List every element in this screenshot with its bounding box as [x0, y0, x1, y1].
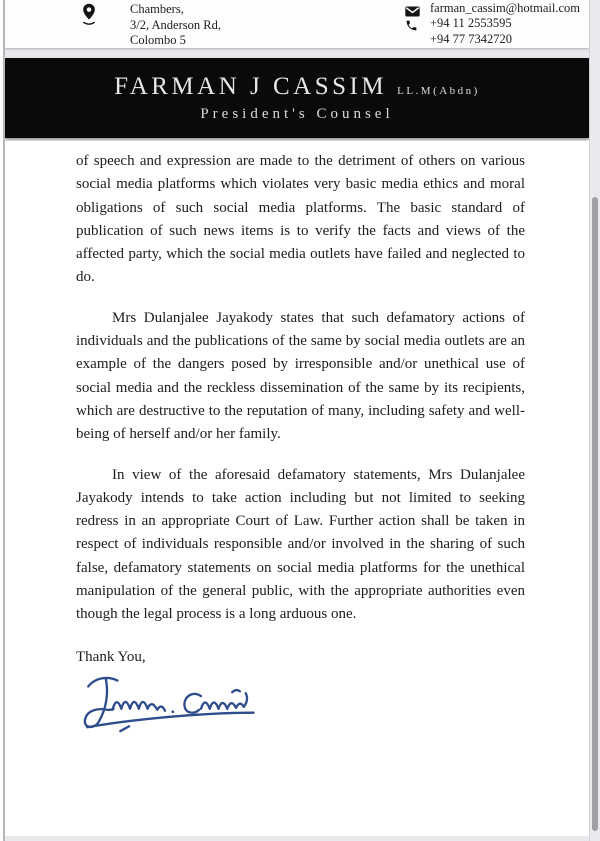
- professional-title: President's Counsel: [200, 106, 394, 122]
- banner-name-line: [114, 73, 480, 101]
- viewport-bottom-strip: [5, 836, 589, 841]
- phone-number: +94 77 7342720: [430, 31, 513, 46]
- letter-page: [5, 141, 589, 836]
- lawyer-name: FARMAN J CASSIM: [114, 73, 388, 100]
- paragraph-continuation: of speech and expression are made to the detriment of others on various social media platforms which violates very basic media ethics and moral obligations of such social media platforms. The basic standard of publication of such news items is to verify the facts and views of the affected party, which the social media outlets have failed and neglected to do.: [76, 153, 525, 286]
- scrollbar-track[interactable]: [589, 0, 600, 841]
- email-text: farman_cassim@hotmail.com: [430, 1, 581, 15]
- paragraph: Mrs Dulanjalee Jayakody states that such defamatory actions of individuals and the publications of the same by social media outlets are an example of the dangers posed by irresponsible and/or unethical use of social media and the reckless dissemination of the same by its recipients, which are destructive to the reputation of many, including safety and well-being of herself and/or her family.: [76, 309, 525, 443]
- phone-numbers: [430, 16, 512, 47]
- closing-line: Thank You,: [76, 648, 146, 665]
- address-line: Colombo 5: [130, 33, 186, 47]
- letterhead-contact-block: [5, 0, 589, 48]
- email-icon: [405, 4, 420, 15]
- address-block: [130, 2, 221, 49]
- page-separator: [5, 48, 589, 58]
- paragraph: In view of the aforesaid defamatory statements, Mrs Dulanjalee Jayakody intends to take action including but not limited to seeking redress in an appropriate Court of Law. Further action shall be taken in respect of individuals responsible and/or involved in the sharing of such false, defamatory statements on social media platforms for the unethical manipulation of the general public, with the appropriate authorities even though the legal process is a long arduous one.: [76, 466, 525, 623]
- address-line: 3/2, Anderson Rd,: [130, 17, 221, 32]
- phone-icon: [405, 19, 418, 32]
- address-line: Chambers,: [130, 2, 184, 16]
- location-pin-icon: [80, 2, 98, 28]
- handwritten-signature: [71, 666, 263, 736]
- scrollbar-thumb[interactable]: [592, 197, 598, 831]
- letterhead-banner: [5, 58, 589, 138]
- phone-number: +94 11 2553595: [430, 16, 512, 30]
- lawyer-credentials: LL.M(Abdn): [397, 85, 480, 97]
- page-left-border: [3, 0, 5, 841]
